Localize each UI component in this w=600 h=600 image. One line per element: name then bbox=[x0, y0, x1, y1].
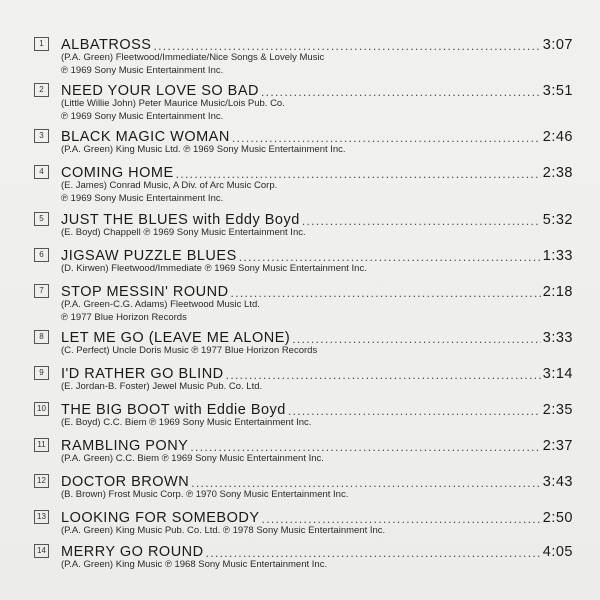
leader-dots bbox=[302, 214, 541, 228]
track-credit: ℗ 1969 Sony Music Entertainment Inc. bbox=[61, 193, 224, 204]
track-title-line bbox=[61, 472, 573, 490]
leader-dots bbox=[262, 512, 541, 526]
track-title: JUST THE BLUES with Eddy Boyd bbox=[61, 212, 300, 228]
leader-dots bbox=[226, 368, 541, 382]
track-number: 2 bbox=[34, 83, 49, 97]
track-credit: (P.A. Green) King Music Pub. Co. Ltd. ℗ 1978 Sony Music Entertainment Inc. bbox=[61, 525, 386, 536]
track-title: COMING HOME bbox=[61, 165, 174, 181]
track-title-line bbox=[61, 436, 573, 454]
leader-dots bbox=[153, 39, 540, 53]
leader-dots bbox=[288, 404, 541, 418]
track-duration: 2:18 bbox=[542, 284, 573, 300]
track-title-line bbox=[61, 163, 573, 181]
track-title: MERRY GO ROUND bbox=[61, 544, 204, 560]
track-title-line bbox=[61, 127, 573, 145]
track-title-line bbox=[61, 542, 573, 560]
track-duration: 2:46 bbox=[542, 129, 573, 145]
leader-dots bbox=[190, 440, 540, 454]
track-duration: 2:37 bbox=[542, 438, 573, 454]
track-number: 14 bbox=[34, 544, 49, 558]
track-title-line bbox=[61, 508, 573, 526]
track-duration: 3:33 bbox=[542, 330, 573, 346]
track-credit: (Little Willie John) Peter Maurice Music/Lois Pub. Co. bbox=[61, 98, 285, 109]
track-credit: ℗ 1969 Sony Music Entertainment Inc. bbox=[61, 111, 224, 122]
track-duration: 1:33 bbox=[542, 248, 573, 264]
track-title: RAMBLING PONY bbox=[61, 438, 189, 454]
track-title: THE BIG BOOT with Eddie Boyd bbox=[61, 402, 286, 418]
track-number: 5 bbox=[34, 212, 49, 226]
track-number: 11 bbox=[34, 438, 49, 452]
track-title: STOP MESSIN' ROUND bbox=[61, 284, 229, 300]
track-title-line bbox=[61, 328, 573, 346]
leader-dots bbox=[239, 250, 541, 264]
track-credit: (E. James) Conrad Music, A Div. of Arc Music Corp. bbox=[61, 180, 278, 191]
track-number: 7 bbox=[34, 284, 49, 298]
track-credit: ℗ 1977 Blue Horizon Records bbox=[61, 312, 187, 323]
track-duration: 3:51 bbox=[542, 83, 573, 99]
track-credit: (P.A. Green) C.C. Biem ℗ 1969 Sony Music Entertainment Inc. bbox=[61, 453, 324, 464]
track-credit: (E. Boyd) Chappell ℗ 1969 Sony Music Entertainment Inc. bbox=[61, 227, 306, 238]
track-credit: (C. Perfect) Uncle Doris Music ℗ 1977 Blue Horizon Records bbox=[61, 345, 318, 356]
track-title: NEED YOUR LOVE SO BAD bbox=[61, 83, 259, 99]
track-title: LET ME GO (LEAVE ME ALONE) bbox=[61, 330, 291, 346]
track-number: 9 bbox=[34, 366, 49, 380]
leader-dots bbox=[292, 332, 541, 346]
track-title-line bbox=[61, 282, 573, 300]
track-credit: (P.A. Green-C.G. Adams) Fleetwood Music Ltd. bbox=[61, 299, 260, 310]
track-duration: 2:38 bbox=[542, 165, 573, 181]
leader-dots bbox=[231, 286, 541, 300]
track-credit: (P.A. Green) Fleetwood/Immediate/Nice Songs & Lovely Music bbox=[61, 52, 325, 63]
track-title: I'D RATHER GO BLIND bbox=[61, 366, 224, 382]
track-duration: 3:07 bbox=[542, 37, 573, 53]
track-credit: (E. Boyd) C.C. Biem ℗ 1969 Sony Music Entertainment Inc. bbox=[61, 417, 312, 428]
track-duration: 5:32 bbox=[542, 212, 573, 228]
track-credit: ℗ 1969 Sony Music Entertainment Inc. bbox=[61, 65, 224, 76]
track-credit: (P.A. Green) King Music Ltd. ℗ 1969 Sony Music Entertainment Inc. bbox=[61, 144, 346, 155]
track-title: LOOKING FOR SOMEBODY bbox=[61, 510, 260, 526]
track-duration: 4:05 bbox=[542, 544, 573, 560]
track-title: DOCTOR BROWN bbox=[61, 474, 190, 490]
track-title-line bbox=[61, 246, 573, 264]
track-title-line bbox=[61, 210, 573, 228]
track-credit: (P.A. Green) King Music ℗ 1968 Sony Music Entertainment Inc. bbox=[61, 559, 328, 570]
track-duration: 3:14 bbox=[542, 366, 573, 382]
track-number: 8 bbox=[34, 330, 49, 344]
track-title-line bbox=[61, 35, 573, 53]
track-number: 1 bbox=[34, 37, 49, 51]
track-duration: 2:50 bbox=[542, 510, 573, 526]
track-credit: (E. Jordan-B. Foster) Jewel Music Pub. Co. Ltd. bbox=[61, 381, 263, 392]
track-number: 13 bbox=[34, 510, 49, 524]
track-credit: (D. Kirwen) Fleetwood/Immediate ℗ 1969 Sony Music Entertainment Inc. bbox=[61, 263, 367, 274]
leader-dots bbox=[206, 546, 541, 560]
track-title-line bbox=[61, 364, 573, 382]
track-number: 12 bbox=[34, 474, 49, 488]
track-title-line bbox=[61, 400, 573, 418]
track-number: 3 bbox=[34, 129, 49, 143]
track-number: 4 bbox=[34, 165, 49, 179]
leader-dots bbox=[261, 85, 541, 99]
track-credit: (B. Brown) Frost Music Corp. ℗ 1970 Sony Music Entertainment Inc. bbox=[61, 489, 349, 500]
leader-dots bbox=[232, 131, 541, 145]
track-duration: 2:35 bbox=[542, 402, 573, 418]
track-duration: 3:43 bbox=[542, 474, 573, 490]
track-title: ALBATROSS bbox=[61, 37, 152, 53]
track-title: BLACK MAGIC WOMAN bbox=[61, 129, 230, 145]
track-number: 6 bbox=[34, 248, 49, 262]
track-title-line bbox=[61, 81, 573, 99]
track-number: 10 bbox=[34, 402, 49, 416]
track-title: JIGSAW PUZZLE BLUES bbox=[61, 248, 237, 264]
leader-dots bbox=[176, 167, 541, 181]
leader-dots bbox=[191, 476, 541, 490]
